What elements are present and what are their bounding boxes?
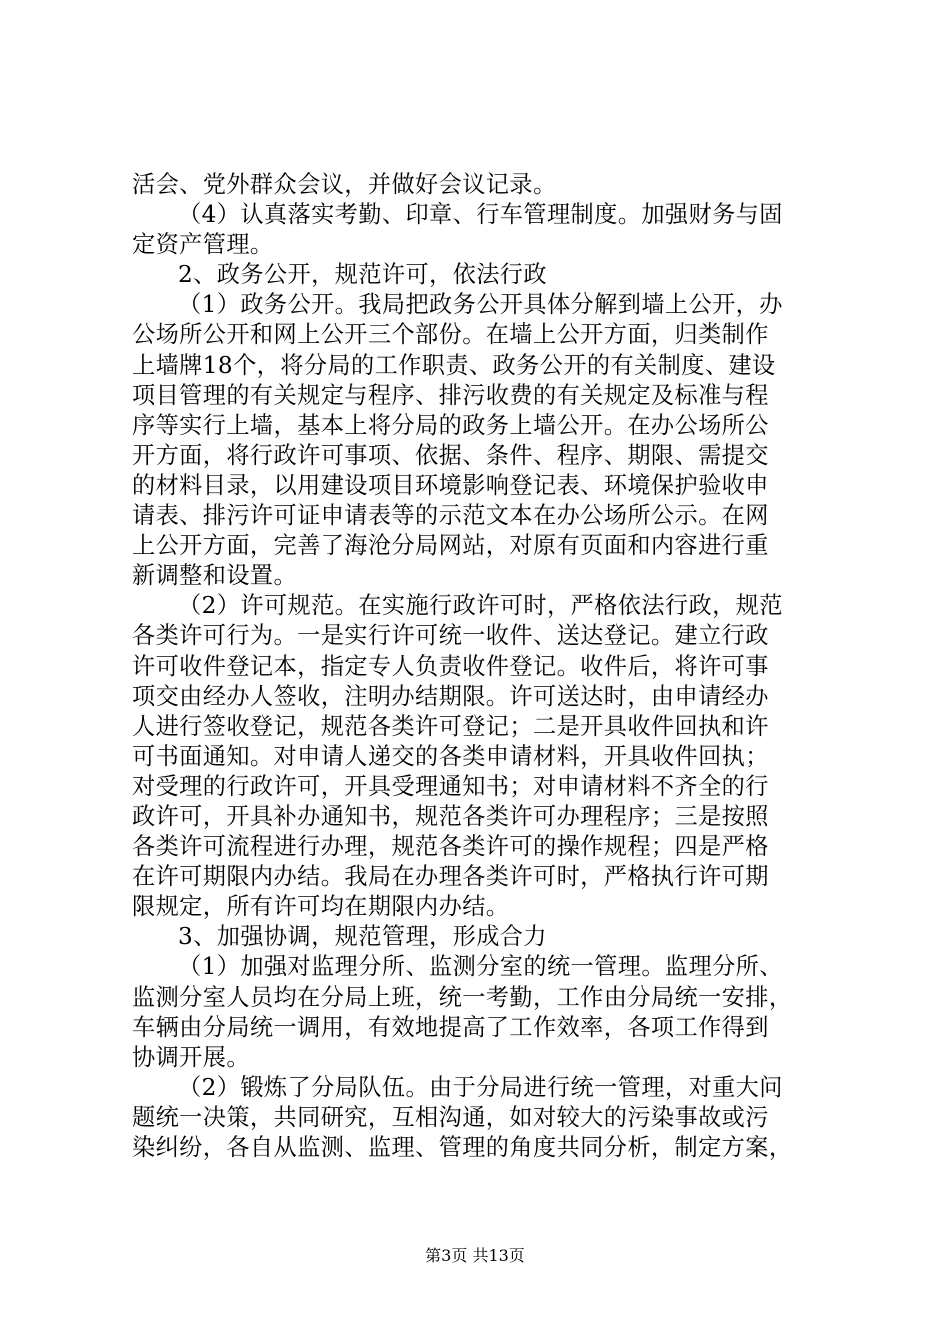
text-line: 定资产管理。 <box>132 231 274 259</box>
text-line: 在许可期限内办结。我局在办理各类许可时，严格执行许可期 <box>132 863 769 891</box>
text-line: 活会、党外群众会议，并做好会议记录。 <box>132 171 557 198</box>
text-line: 各类许可行为。一是实行许可统一收件、送达登记。建立行政 <box>132 622 769 650</box>
text-line: 开方面，将行政许可事项、依据、条件、程序、期限、需提交 <box>132 441 769 469</box>
text-line: 限规定，所有许可均在期限内办结。 <box>132 893 510 921</box>
text-line: （2）许可规范。在实施行政许可时，严格依法行政，规范 <box>178 592 783 620</box>
text-line: 各类许可流程进行办理，规范各类许可的操作规程；四是严格 <box>132 833 769 861</box>
text-line: 项交由经办人签收，注明办结期限。许可送达时，由申请经办 <box>132 682 769 710</box>
text-line: （4）认真落实考勤、印章、行车管理制度。加强财务与固 <box>178 201 783 229</box>
text-line: 题统一决策，共同研究，互相沟通，如对较大的污染事故或污 <box>132 1103 769 1131</box>
document-body <box>132 170 842 1163</box>
text-line: 的材料目录，以用建设项目环境影响登记表、环境保护验收申 <box>132 471 769 499</box>
text-line: 染纠纷，各自从监测、监理、管理的角度共同分析，制定方案， <box>132 1134 793 1161</box>
text-line: 人进行签收登记，规范各类许可登记；二是开具收件回执和许 <box>132 712 769 740</box>
text-line: 政许可，开具补办通知书，规范各类许可办理程序；三是按照 <box>132 802 769 830</box>
text-line: 对受理的行政许可，开具受理通知书；对申请材料不齐全的行 <box>132 772 769 800</box>
text-line: 序等实行上墙，基本上将分局的政务上墙公开。在办公场所公 <box>132 411 769 439</box>
text-line: （1）加强对监理分所、监测分室的统一管理。监理分所、 <box>178 953 783 981</box>
page-number: 第3页 共13页 <box>425 1246 525 1265</box>
text-line: 公场所公开和网上公开三个部份。在墙上公开方面，归类制作 <box>132 321 769 349</box>
text-line: 协调开展。 <box>132 1043 250 1071</box>
text-line: 车辆由分局统一调用，有效地提高了工作效率，各项工作得到 <box>132 1013 769 1041</box>
text-line: 新调整和设置。 <box>132 562 298 590</box>
section-heading: 3、加强协调，规范管理，形成合力 <box>178 923 547 951</box>
text-line: （2）锻炼了分局队伍。由于分局进行统一管理，对重大问 <box>178 1073 783 1101</box>
text-line: （1）政务公开。我局把政务公开具体分解到墙上公开，办 <box>178 291 783 319</box>
text-line: 项目管理的有关规定与程序、排污收费的有关规定及标准与程 <box>132 381 769 409</box>
section-heading: 2、政务公开，规范许可，依法行政 <box>178 261 547 289</box>
text-line: 许可收件登记本，指定专人负责收件登记。收件后，将许可事 <box>132 652 769 680</box>
text-line: 监测分室人员均在分局上班，统一考勤，工作由分局统一安排， <box>132 983 793 1011</box>
text-line: 请表、排污许可证申请表等的示范文本在办公场所公示。在网 <box>132 502 769 530</box>
text-line: 上公开方面，完善了海沧分局网站，对原有页面和内容进行重 <box>132 532 769 560</box>
text-line: 上墙牌18个，将分局的工作职责、政务公开的有关制度、建设 <box>132 351 776 379</box>
text-line: 可书面通知。对申请人递交的各类申请材料，开具收件回执； <box>132 742 769 770</box>
